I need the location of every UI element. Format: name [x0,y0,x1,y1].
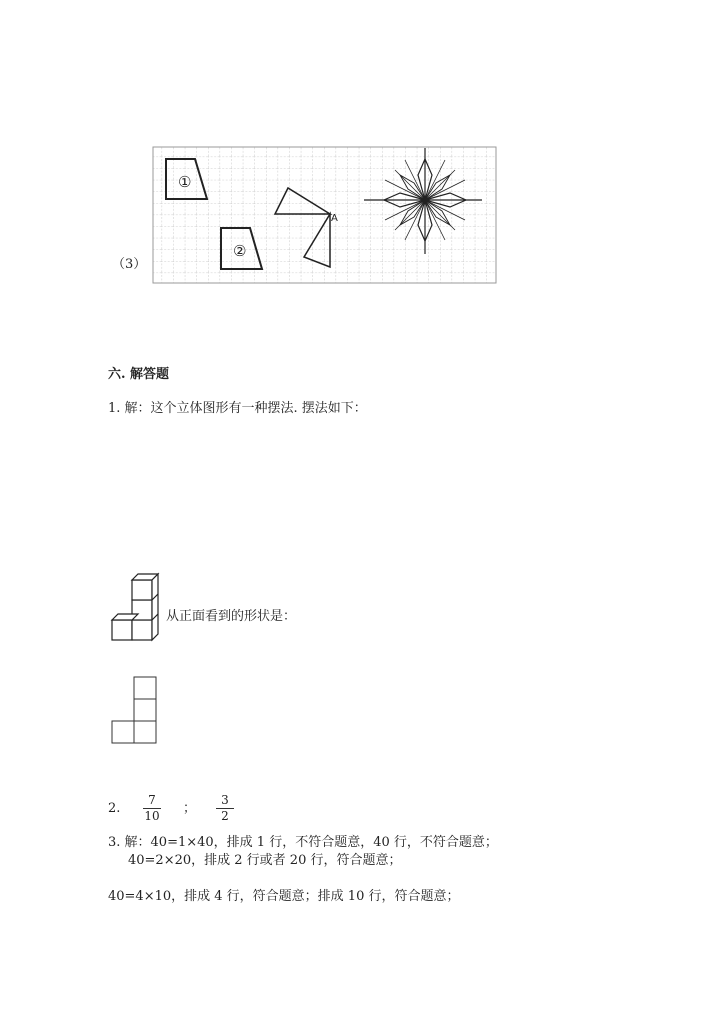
shape-1-label: ① [178,173,192,191]
question-1-intro: 1. 解：这个立体图形有一种摆法. 摆法如下： [108,401,367,416]
fraction-2-numerator: 3 [221,793,229,807]
front-view-diagram [112,676,158,744]
point-a-label: A [331,213,338,224]
cube-stack-3d [110,574,166,642]
fraction-1-numerator: 7 [148,793,156,807]
fraction-seven-tenths [143,794,161,823]
section-6-heading: 六. 解答题 [108,367,170,382]
fraction-1-denominator: 10 [144,809,160,823]
front-view-caption: 从正面看到的形状是： [166,609,297,624]
grid-figure [150,145,500,285]
question-2-number: 2. [108,801,121,816]
question-3-line-3: 40=4×10，排成 4 行，符合题意；排成 10 行，符合题意； [108,889,460,904]
question-3-line-2: 40=2×20，排成 2 行或者 20 行，符合题意； [128,853,402,868]
question-2-separator: ； [183,801,197,816]
shape-2-label: ② [233,242,247,260]
question-3-line-1: 3. 解：40=1×40，排成 1 行，不符合题意，40 行，不符合题意； [108,835,498,850]
part3-label: （3） [112,257,147,272]
fraction-three-halves [216,794,234,823]
fraction-2-denominator: 2 [221,809,229,823]
